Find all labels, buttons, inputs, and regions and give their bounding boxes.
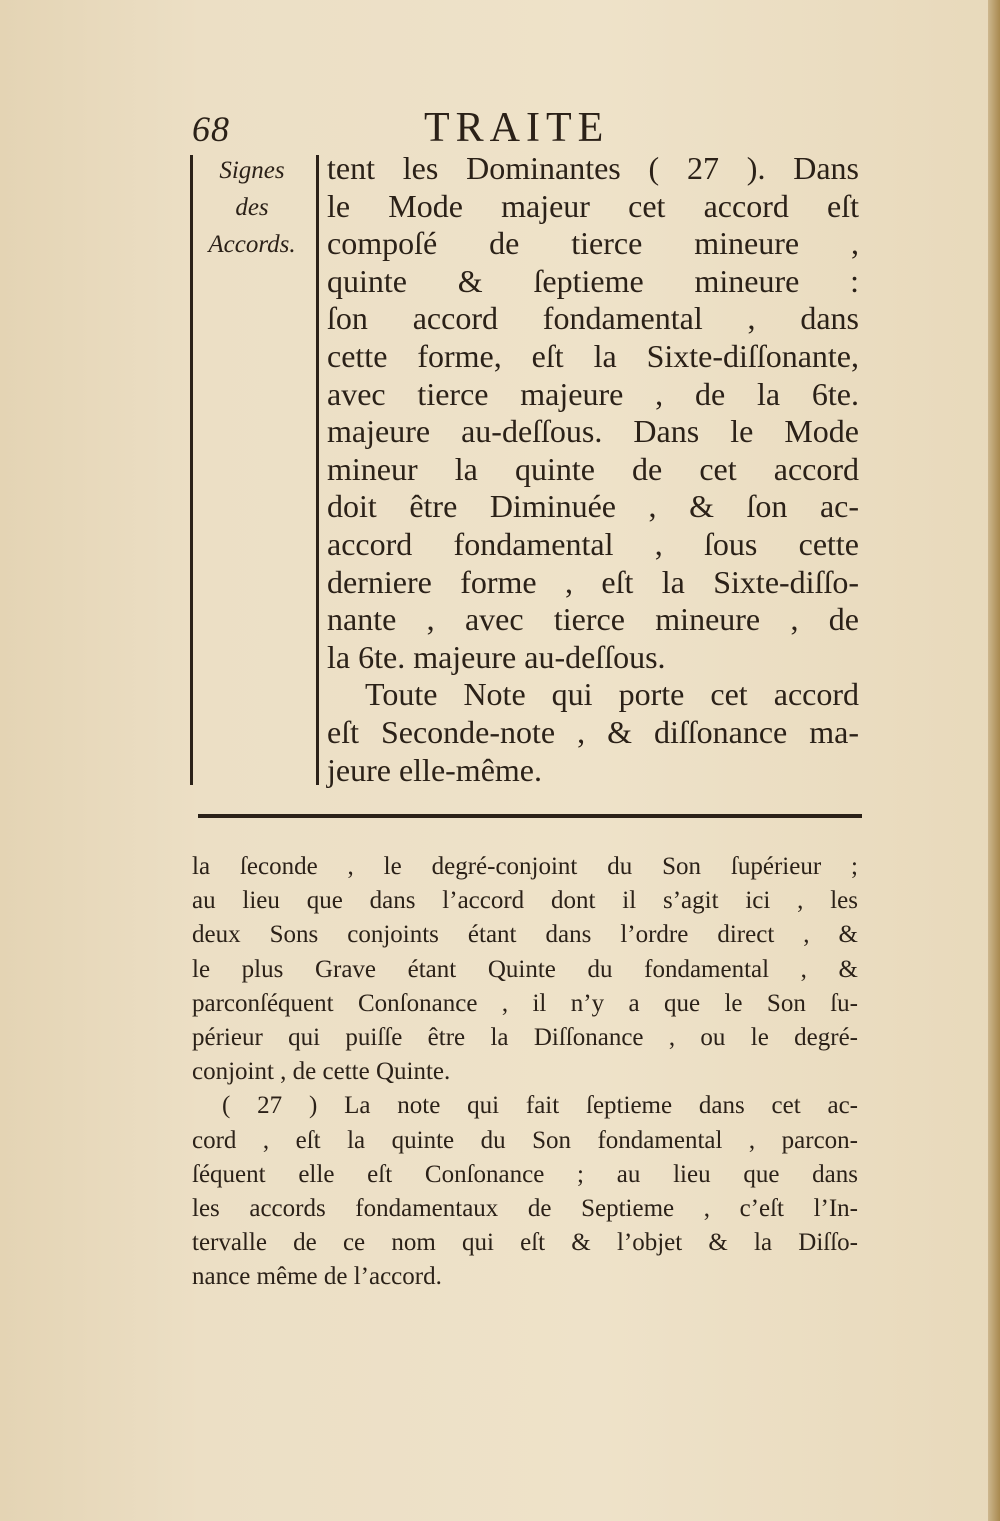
footnote-line: les accords fondamentaux de Septieme , c’eſt l’In- xyxy=(192,1195,858,1223)
main-text-line: tent les Dominantes ( 27 ). Dans xyxy=(327,150,859,186)
footnotes xyxy=(192,850,858,1295)
main-text-line: eſt Seconde-note , & diſſonance ma- xyxy=(327,713,859,750)
margin-note-line: Accords. xyxy=(208,231,296,258)
main-text-line: cette forme, eſt la Sixte-diſſonante, xyxy=(327,337,859,374)
footnote-line: au lieu que dans l’accord dont il s’agit ici , les xyxy=(192,887,858,915)
margin-rule-left xyxy=(190,155,193,785)
main-text-line: jeure elle-même. xyxy=(327,751,542,788)
footnote-line: conjoint , de cette Quinte. xyxy=(192,1058,451,1086)
main-text-line: avec tierce majeure , de la 6te. xyxy=(327,375,859,412)
footnote-line: périeur qui puiſſe être la Diſſonance , ou le degré- xyxy=(192,1024,858,1052)
main-text xyxy=(327,150,859,789)
main-text-line: quinte & ſeptieme mineure : xyxy=(327,262,859,299)
footnote-line: nance même de l’accord. xyxy=(192,1263,442,1291)
footnote-line: deux Sons conjoints étant dans l’ordre direct , & xyxy=(192,921,858,949)
footnote-separator xyxy=(198,814,862,818)
footnote-line: la ſeconde , le degré-conjoint du Son ſupérieur ; xyxy=(192,853,858,880)
footnote-line: ſéquent elle eſt Conſonance ; au lieu que dans xyxy=(192,1160,858,1188)
footnote-line: le plus Grave étant Quinte du fondamental , & xyxy=(192,955,858,983)
main-text-line: majeure au-deſſous. Dans le Mode xyxy=(327,413,859,450)
main-text-line: doit être Diminuée , & ſon ac- xyxy=(327,488,859,525)
main-text-line: le Mode majeur cet accord eſt xyxy=(327,187,859,224)
margin-rule-right xyxy=(316,155,319,785)
page-number: 68 xyxy=(192,109,230,149)
main-text-line: la 6te. majeure au-deſſous. xyxy=(327,638,666,675)
footnote-line: cord , eſt la quinte du Son fondamental , parcon- xyxy=(192,1126,858,1154)
margin-note xyxy=(196,152,308,263)
main-text-line: accord fondamental , ſous cette xyxy=(327,525,859,562)
margin-note-line: des xyxy=(235,194,269,221)
main-text-line: Toute Note qui porte cet accord xyxy=(365,676,859,713)
footnote-line: ( 27 ) La note qui fait ſeptieme dans cet ac- xyxy=(222,1092,858,1120)
main-text-line: mineur la quinte de cet accord xyxy=(327,450,859,487)
footnote-line: tervalle de ce nom qui eſt & l’objet & la Diſſo- xyxy=(192,1229,858,1257)
main-text-line: compoſé de tierce mineure , xyxy=(327,225,859,262)
main-text-line: derniere forme , eſt la Sixte-diſſo- xyxy=(327,563,859,600)
main-text-line: nante , avec tierce mineure , de xyxy=(327,601,859,638)
margin-note-line: Signes xyxy=(219,157,285,184)
main-text-line: ſon accord fondamental , dans xyxy=(327,300,859,337)
running-title: TRAITE xyxy=(424,105,610,151)
footnote-line: parconſéquent Conſonance , il n’y a que le Son ſu- xyxy=(192,989,858,1017)
page-edge xyxy=(988,0,1000,1521)
